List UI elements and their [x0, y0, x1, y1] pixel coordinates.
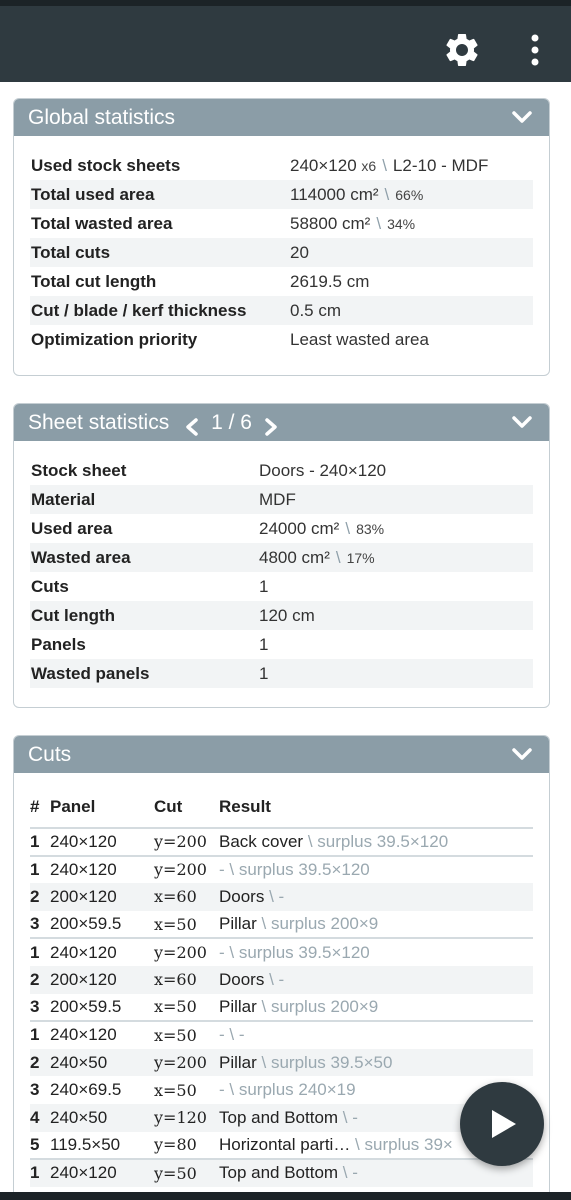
cut-panel: 240×50	[50, 1104, 154, 1132]
play-icon	[490, 1109, 518, 1139]
chevron-down-icon[interactable]	[511, 108, 533, 126]
result-surplus: -	[352, 1163, 358, 1183]
cut-index: 3	[30, 914, 40, 934]
cut-result	[219, 994, 533, 1022]
stat-value: 114000 cm²	[290, 184, 379, 204]
card-title: Cuts	[28, 743, 72, 766]
sheet-statistics-header[interactable]	[14, 404, 549, 441]
table-row	[30, 856, 533, 884]
table-row	[30, 911, 533, 939]
result-main: Back cover	[219, 831, 304, 851]
stat-value: 0.5 cm	[290, 300, 342, 320]
result-separator: \	[256, 996, 271, 1016]
stat-multiplier: x6	[361, 157, 377, 174]
table-row	[30, 828, 533, 856]
stat-percent: 17%	[346, 549, 375, 566]
cut-result	[219, 1159, 533, 1187]
stat-value: 1	[259, 663, 269, 683]
result-main: Pillar	[219, 1052, 257, 1072]
cut-index: 2	[30, 966, 50, 994]
cut-panel: 240×120	[50, 828, 154, 856]
result-separator: \	[338, 1163, 353, 1183]
stat-label: Optimization priority	[31, 329, 198, 349]
table-row	[30, 1021, 533, 1049]
stat-value: 120 cm	[259, 605, 315, 625]
cuts-header[interactable]	[14, 736, 549, 773]
stat-value: 1	[259, 634, 269, 654]
result-surplus: surplus 39.5×120	[238, 942, 370, 962]
stat-value: 20	[290, 242, 309, 262]
cut-result	[219, 883, 533, 911]
stat-label: Total cut length	[31, 271, 157, 291]
stat-label: Total wasted area	[31, 213, 173, 233]
stat-label: Material	[31, 489, 96, 509]
stat-value: MDF	[259, 489, 296, 509]
stat-row	[30, 485, 533, 514]
cut-panel: 200×59.5	[50, 914, 122, 934]
stat-row	[30, 659, 533, 688]
table-row	[30, 994, 533, 1022]
stat-label: Total cuts	[31, 242, 111, 262]
cut-position: y=120	[154, 1104, 219, 1132]
cut-position: y=50	[154, 1159, 219, 1187]
cut-panel: 200×120	[50, 966, 154, 994]
cut-panel: 240×120	[50, 1159, 154, 1187]
global-statistics-card	[13, 98, 550, 376]
cut-panel: 240×120	[50, 856, 154, 884]
cut-panel: 119.5×50	[50, 1134, 121, 1154]
chevron-left-icon[interactable]	[183, 417, 201, 437]
stat-row: Total used area 114000 cm² \ 66%	[30, 180, 533, 209]
cut-index: 5	[30, 1134, 40, 1154]
stat-label: Panels	[31, 634, 86, 654]
result-main: Doors	[219, 969, 265, 989]
stat-row	[30, 325, 533, 354]
stat-row	[30, 267, 533, 296]
sheet-pager	[183, 404, 280, 441]
stat-percent: 83%	[356, 520, 385, 537]
stat-label: Used area	[31, 518, 113, 538]
chevron-right-icon[interactable]	[262, 417, 280, 437]
result-main: -	[219, 942, 225, 962]
stat-value: Least wasted area	[290, 329, 429, 349]
cut-position: x=50	[154, 1021, 219, 1049]
result-separator: \	[338, 1107, 353, 1127]
stat-label: Cut length	[31, 605, 116, 625]
cut-index: 1	[30, 1159, 50, 1187]
stat-row: Total wasted area 58800 cm² \ 34%	[31, 213, 416, 233]
table-row	[30, 1132, 533, 1160]
cut-position: y=200	[154, 856, 219, 884]
stat-row	[30, 572, 533, 601]
stat-value: 2619.5 cm	[290, 271, 370, 291]
cut-index: 1	[30, 828, 50, 856]
cut-position: y=200	[154, 938, 219, 966]
table-row	[30, 1076, 533, 1104]
sheet-page-indicator: 1 / 6	[211, 411, 252, 434]
cut-result	[219, 1049, 533, 1077]
column-header-index: #	[30, 797, 40, 816]
cut-position: y=200	[154, 1049, 219, 1077]
cut-position: x=50	[154, 1080, 197, 1100]
cut-result	[219, 966, 533, 994]
chevron-down-icon[interactable]	[511, 745, 533, 763]
card-title: Sheet statistics	[28, 411, 170, 434]
cut-panel: 240×50	[50, 1049, 154, 1077]
cuts-table	[30, 793, 533, 1187]
result-main: -	[219, 859, 225, 879]
table-row	[30, 1159, 533, 1187]
result-surplus: surplus 200×9	[270, 914, 379, 934]
stat-label: Cut / blade / kerf thickness	[31, 300, 247, 320]
stat-label: Used stock sheets	[31, 155, 181, 175]
stat-sheet-name: L2-10 - MDF	[392, 155, 489, 175]
result-main: Horizontal parti…	[219, 1134, 351, 1154]
table-row	[30, 1049, 533, 1077]
result-main: Top and Bottom	[219, 1163, 339, 1183]
table-row	[30, 883, 533, 911]
result-surplus: surplus 240×19	[238, 1080, 356, 1100]
cut-result	[219, 828, 533, 856]
stat-value: 58800 cm²	[290, 213, 371, 233]
nav-bar-edge	[0, 1192, 571, 1200]
result-main: -	[219, 1080, 225, 1100]
table-row	[30, 938, 533, 966]
result-surplus: surplus 39.5×120	[317, 831, 449, 851]
cut-index: 4	[30, 1104, 50, 1132]
cut-index: 2	[30, 1049, 50, 1077]
run-button[interactable]	[460, 1082, 544, 1166]
result-surplus: surplus 200×9	[270, 996, 379, 1016]
result-main: Doors	[219, 886, 265, 906]
stat-label: Stock sheet	[31, 460, 127, 480]
stat-row	[30, 601, 533, 630]
cut-panel: 240×120	[50, 938, 154, 966]
stat-label: Cuts	[31, 576, 69, 596]
sheet-statistics-card	[13, 403, 550, 708]
stat-value: Doors - 240×120	[259, 460, 387, 480]
stat-value: 24000 cm²	[259, 518, 340, 538]
cut-position: y=80	[154, 1135, 197, 1155]
app-bar	[0, 0, 571, 82]
stat-row: Wasted area 4800 cm² \ 17%	[30, 543, 533, 572]
stat-value: 240×120	[290, 155, 357, 175]
column-header-result: Result	[219, 797, 271, 816]
result-surplus: surplus 39.5×120	[238, 859, 370, 879]
result-separator: \	[224, 1080, 239, 1100]
stat-value: 4800 cm²	[259, 547, 330, 567]
result-separator: \	[224, 1025, 239, 1045]
cut-position: x=50	[154, 997, 197, 1017]
stat-label: Wasted area	[31, 547, 131, 567]
cut-index: 2	[30, 883, 50, 911]
result-separator: \	[264, 886, 279, 906]
result-surplus: surplus 39.5×50	[270, 1052, 393, 1072]
cut-position: x=60	[154, 966, 219, 994]
result-separator: \	[264, 969, 279, 989]
cut-index: 1	[30, 938, 50, 966]
result-main: -	[219, 1025, 225, 1045]
column-header-panel: Panel	[50, 797, 96, 816]
stat-row: Used area 24000 cm² \ 83%	[31, 518, 385, 538]
cut-index: 1	[30, 1021, 50, 1049]
result-surplus: -	[278, 886, 285, 906]
card-title: Global statistics	[28, 106, 176, 129]
result-separator: \	[224, 942, 239, 962]
result-surplus: -	[238, 1025, 245, 1045]
cut-position: x=50	[154, 914, 197, 934]
table-row	[30, 966, 533, 994]
cut-result	[219, 911, 533, 939]
more-vert-icon[interactable]	[520, 28, 550, 72]
stat-label: Wasted panels	[31, 663, 150, 683]
cut-panel: 200×59.5	[50, 996, 122, 1016]
stat-row	[30, 456, 533, 485]
cut-position: x=60	[154, 883, 219, 911]
result-separator: \	[256, 914, 271, 934]
cut-result	[219, 1021, 533, 1049]
stat-row	[30, 238, 533, 267]
cut-position: y=200	[154, 828, 219, 856]
result-surplus: -	[278, 969, 285, 989]
chevron-down-icon[interactable]	[511, 413, 533, 431]
stat-percent: 34%	[387, 215, 416, 232]
result-separator: \	[350, 1134, 365, 1154]
stat-label: Total used area	[31, 184, 155, 204]
table-row	[30, 1104, 533, 1132]
result-main: Pillar	[219, 996, 257, 1016]
result-separator: \	[256, 1052, 271, 1072]
cut-result	[219, 938, 533, 966]
result-surplus: surplus 39×	[364, 1134, 453, 1154]
gear-icon[interactable]	[442, 30, 482, 70]
result-surplus: -	[352, 1107, 358, 1127]
result-separator: \	[224, 859, 239, 879]
cut-index: 1	[30, 856, 50, 884]
cut-panel: 240×69.5	[50, 1080, 122, 1100]
cut-result	[219, 856, 533, 884]
cut-panel: 200×120	[50, 883, 154, 911]
stat-row	[30, 630, 533, 659]
result-main: Pillar	[219, 914, 257, 934]
stat-row	[30, 296, 533, 325]
result-separator: \	[303, 831, 318, 851]
column-header-cut: Cut	[154, 797, 183, 816]
stat-row: Used stock sheets 240×120 x6 \ L2-10 - MDF	[31, 155, 489, 175]
cut-index: 3	[30, 996, 40, 1016]
global-statistics-header[interactable]	[14, 99, 549, 136]
stat-percent: 66%	[395, 186, 424, 203]
result-main: Top and Bottom	[219, 1107, 339, 1127]
cut-index: 3	[30, 1080, 40, 1100]
stat-value: 1	[259, 576, 269, 596]
cut-panel: 240×120	[50, 1021, 154, 1049]
